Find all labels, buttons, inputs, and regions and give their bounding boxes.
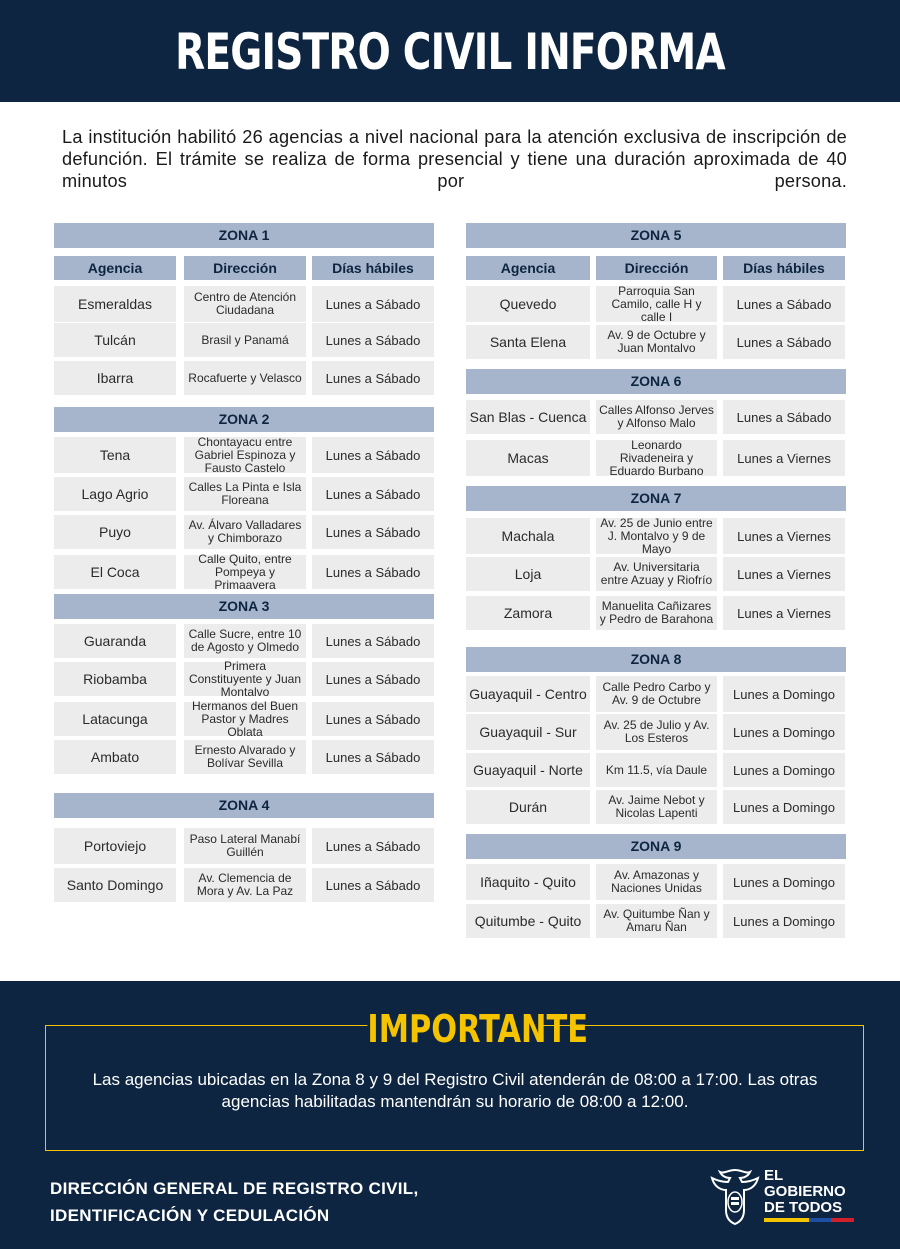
logo-text-line: GOBIERNO: [764, 1183, 846, 1200]
agency-name: Latacunga: [54, 702, 176, 736]
agency-address: Av. 25 de Junio entre J. Montalvo y 9 de Mayo: [596, 518, 717, 554]
column-header-direccion: Dirección: [184, 256, 306, 280]
agency-days: Lunes a Domingo: [723, 676, 845, 712]
logo-text-line: EL: [764, 1167, 784, 1184]
agency-address: Calles Alfonso Jerves y Alfonso Malo: [596, 400, 717, 434]
agency-address: Av. Amazonas y Naciones Unidas: [596, 864, 717, 900]
agency-days: Lunes a Sábado: [312, 868, 434, 902]
agency-days: Lunes a Sábado: [312, 323, 434, 357]
logo-text-line: DE TODOS: [764, 1199, 843, 1216]
zone-header: ZONA 9: [466, 834, 846, 859]
agency-days: Lunes a Domingo: [723, 753, 845, 787]
agency-name: Guayaquil - Centro: [466, 676, 590, 712]
agency-name: Esmeraldas: [54, 286, 176, 322]
agency-name: Durán: [466, 790, 590, 824]
agency-address: Av. Quitumbe Ñan y Amaru Ñan: [596, 904, 717, 938]
agency-days: Lunes a Sábado: [312, 361, 434, 395]
agency-name: Puyo: [54, 515, 176, 549]
agency-days: Lunes a Sábado: [312, 515, 434, 549]
agency-days: Lunes a Domingo: [723, 904, 845, 938]
agency-address: Av. Jaime Nebot y Nicolas Lapenti: [596, 790, 717, 824]
agency-address: Ernesto Alvarado y Bolívar Sevilla: [184, 740, 306, 774]
agency-days: Lunes a Viernes: [723, 596, 845, 630]
agency-address: Av. Álvaro Valladares y Chimborazo: [184, 515, 306, 549]
agency-address: Leonardo Rivadeneira y Eduardo Burbano: [596, 440, 717, 476]
intro-paragraph: La institución habilitó 26 agencias a nivel nacional para la atención exclusiva de inscripción de defunción. El trámite se realiza de forma presencial y tiene una duración aproximada de 40 minutos por persona.: [62, 127, 847, 191]
agency-name: Loja: [466, 557, 590, 591]
zone-header: ZONA 8: [466, 647, 846, 672]
agency-name: Lago Agrio: [54, 477, 176, 511]
agency-address: Av. 25 de Julio y Av. Los Esteros: [596, 714, 717, 750]
agency-days: Lunes a Sábado: [312, 624, 434, 658]
agency-name: Ambato: [54, 740, 176, 774]
agency-address: Av. Universitaria entre Azuay y Riofrío: [596, 557, 717, 591]
agency-address: Calle Pedro Carbo y Av. 9 de Octubre: [596, 676, 717, 712]
agency-name: El Coca: [54, 555, 176, 589]
institution-line-2: IDENTIFICACIÓN Y CEDULACIÓN: [50, 1206, 330, 1225]
agency-name: Guayaquil - Norte: [466, 753, 590, 787]
institution-name: [50, 1175, 470, 1229]
agency-name: San Blas - Cuenca: [466, 400, 590, 434]
agency-name: Ibarra: [54, 361, 176, 395]
zone-header: ZONA 1: [54, 223, 434, 248]
page-title: REGISTRO CIVIL INFORMA: [175, 23, 725, 81]
agency-name: Guayaquil - Sur: [466, 714, 590, 750]
institution-line-1: DIRECCIÓN GENERAL DE REGISTRO CIVIL,: [50, 1179, 419, 1198]
zone-header: ZONA 3: [54, 594, 434, 619]
agency-address: Parroquia San Camilo, calle H y calle I: [596, 286, 717, 322]
agency-days: Lunes a Sábado: [723, 286, 845, 322]
column-header-agencia: Agencia: [54, 256, 176, 280]
flag-blue: [809, 1218, 831, 1222]
agency-name: Machala: [466, 518, 590, 554]
agency-days: Lunes a Sábado: [312, 828, 434, 864]
agency-address: Manuelita Cañizares y Pedro de Barahona: [596, 596, 717, 630]
column-header-dias: Días hábiles: [312, 256, 434, 280]
agency-days: Lunes a Sábado: [312, 702, 434, 736]
agency-address: Brasil y Panamá: [184, 323, 306, 357]
important-title: IMPORTANTE: [367, 1007, 588, 1051]
column-header-agencia: Agencia: [466, 256, 590, 280]
agency-name: Santo Domingo: [54, 868, 176, 902]
agency-days: Lunes a Domingo: [723, 790, 845, 824]
agency-days: Lunes a Sábado: [723, 400, 845, 434]
agency-address: Calle Quito, entre Pompeya y Primaavera: [184, 555, 306, 589]
zone-header: ZONA 4: [54, 793, 434, 818]
agency-days: Lunes a Sábado: [723, 325, 845, 359]
zone-header: ZONA 6: [466, 369, 846, 394]
agency-address: Hermanos del Buen Pastor y Madres Oblata: [184, 702, 306, 736]
agency-name: Zamora: [466, 596, 590, 630]
gobierno-logo: [710, 1166, 860, 1228]
agency-address: Calle Sucre, entre 10 de Agosto y Olmedo: [184, 624, 306, 658]
agency-name: Iñaquito - Quito: [466, 864, 590, 900]
zone-header: ZONA 7: [466, 486, 846, 511]
agency-name: Macas: [466, 440, 590, 476]
agency-days: Lunes a Viernes: [723, 440, 845, 476]
coat-of-arms-icon: [710, 1166, 760, 1228]
agency-address: Av. 9 de Octubre y Juan Montalvo: [596, 325, 717, 359]
agency-name: Riobamba: [54, 662, 176, 696]
agency-days: Lunes a Sábado: [312, 437, 434, 473]
agency-days: Lunes a Domingo: [723, 714, 845, 750]
agency-name: Tulcán: [54, 323, 176, 357]
agency-address: Paso Lateral Manabí Guillén: [184, 828, 306, 864]
agency-address: Chontayacu entre Gabriel Espinoza y Fausto Castelo: [184, 437, 306, 473]
agency-address: Km 11.5, vía Daule: [596, 753, 717, 787]
agency-name: Santa Elena: [466, 325, 590, 359]
agency-days: Lunes a Sábado: [312, 740, 434, 774]
agency-address: Av. Clemencia de Mora y Av. La Paz: [184, 868, 306, 902]
agency-name: Guaranda: [54, 624, 176, 658]
agency-days: Lunes a Sábado: [312, 477, 434, 511]
agency-name: Portoviejo: [54, 828, 176, 864]
agency-days: Lunes a Viernes: [723, 557, 845, 591]
flag-red: [831, 1218, 854, 1222]
column-header-dias: Días hábiles: [723, 256, 845, 280]
agency-address: Rocafuerte y Velasco: [184, 361, 306, 395]
header-banner: [0, 0, 900, 102]
flag-yellow: [764, 1218, 809, 1222]
column-header-direccion: Dirección: [596, 256, 717, 280]
important-text: Las agencias ubicadas en la Zona 8 y 9 del Registro Civil atenderán de 08:00 a 17:00. Las otras agencias habilitadas mantendrán su horario de 08:00 a 12:00.: [92, 1070, 818, 1111]
agency-name: Tena: [54, 437, 176, 473]
agency-address: Centro de Atención Ciudadana: [184, 286, 306, 322]
agency-address: Calles La Pinta e Isla Floreana: [184, 477, 306, 511]
agency-days: Lunes a Sábado: [312, 286, 434, 322]
zone-header: ZONA 5: [466, 223, 846, 248]
agency-days: Lunes a Sábado: [312, 555, 434, 589]
logo-text: [764, 1168, 846, 1216]
agency-name: Quitumbe - Quito: [466, 904, 590, 938]
agency-days: Lunes a Viernes: [723, 518, 845, 554]
agency-name: Quevedo: [466, 286, 590, 322]
zone-header: ZONA 2: [54, 407, 434, 432]
agency-days: Lunes a Sábado: [312, 662, 434, 696]
agency-days: Lunes a Domingo: [723, 864, 845, 900]
flag-stripe: [764, 1218, 854, 1222]
agency-address: Primera Constituyente y Juan Montalvo: [184, 662, 306, 696]
